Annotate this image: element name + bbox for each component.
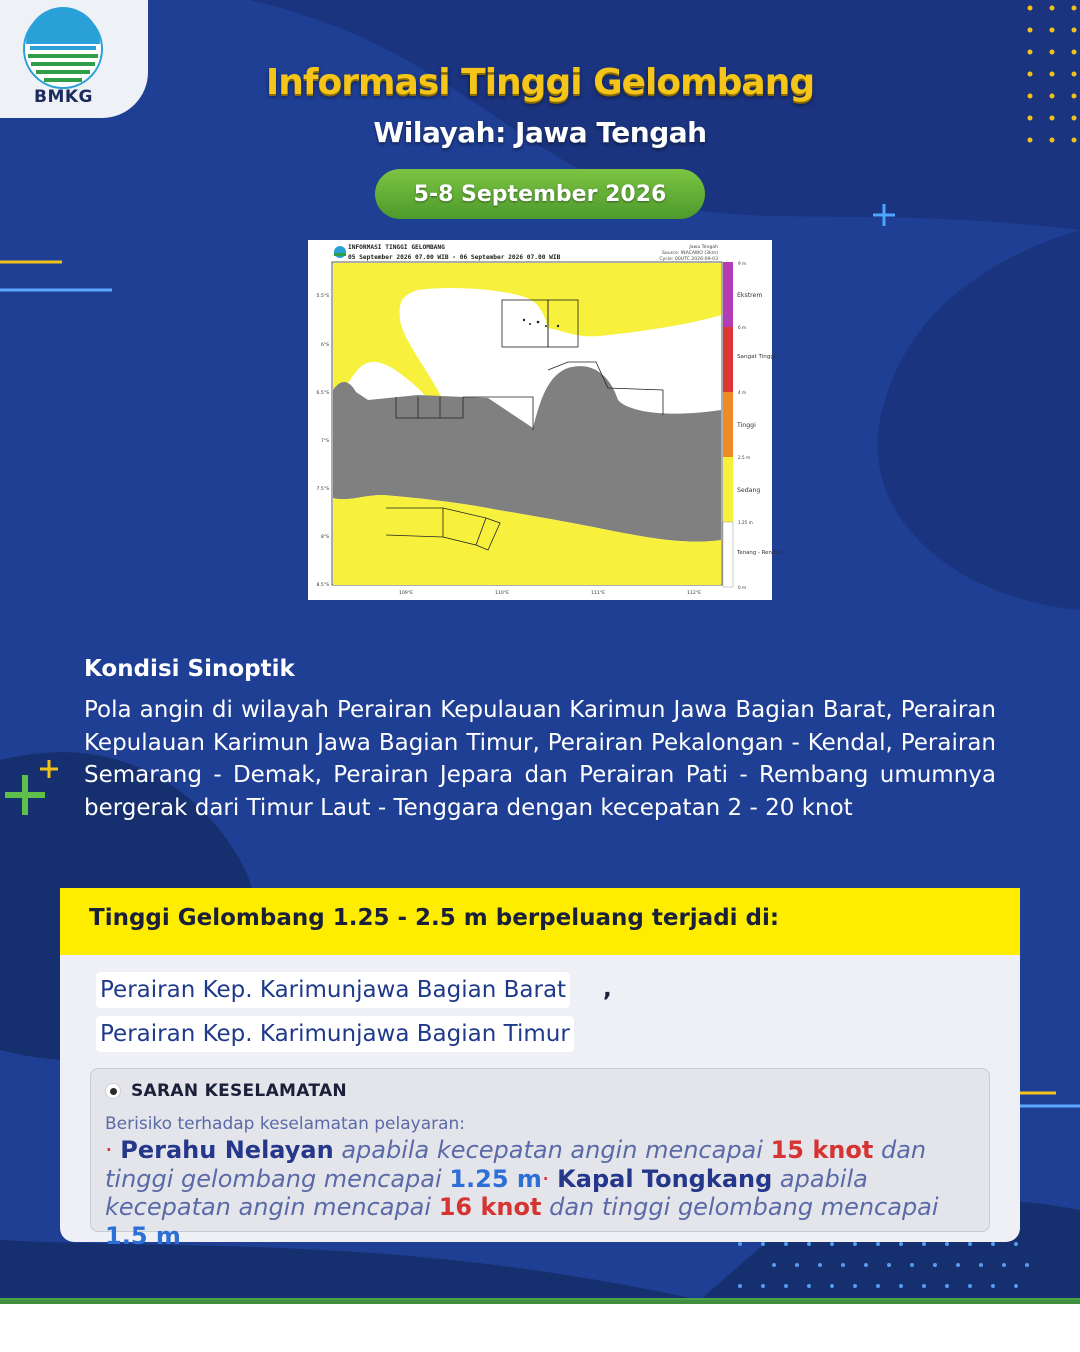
region-subtitle: Wilayah: Jawa Tengah [373, 116, 707, 149]
map-title: INFORMASI TINGGI GELOMBANG [348, 244, 445, 251]
map-source: Source: INACAWO (3km) [662, 251, 718, 256]
page-title: Informasi Tinggi Gelombang [265, 62, 815, 103]
bullet-icon: · [105, 1136, 113, 1164]
wave-map-figure [308, 240, 782, 600]
safety-header [105, 1081, 347, 1101]
legend-tick: 2.5 m [738, 455, 751, 460]
wind-threshold: 16 knot [438, 1193, 542, 1221]
vessel-name: Perahu Nelayan [120, 1136, 334, 1164]
legend-category: Sedang [737, 487, 761, 494]
bullet-icon: · [541, 1164, 550, 1193]
safety-text: apabila kecepatan angin mencapai [105, 1164, 868, 1221]
legend-category: Ekstrem [737, 292, 763, 299]
location-separator: , [603, 976, 612, 1002]
map-logo-icon [334, 246, 346, 258]
legend-tick: 0 m [738, 585, 747, 590]
map-plot [332, 262, 722, 585]
date-badge: 5-8 September 2026 [375, 169, 705, 219]
safety-text: dan tinggi gelombang mencapai [549, 1193, 939, 1221]
legend-category: Tinggi [737, 422, 756, 429]
map-cycle: Cycle: 00UTC 2026-09-03 [659, 257, 718, 262]
logo-text: BMKG [34, 87, 94, 107]
wave-threshold: 1.5 m [105, 1221, 181, 1250]
safety-title: SARAN KESELAMATAN [131, 1081, 347, 1101]
location-tag: Perairan Kep. Karimunjawa Bagian Timur [96, 1016, 574, 1052]
wave-threshold: 1.25 m [449, 1164, 542, 1193]
card-header [60, 888, 1020, 955]
lat-label: 6°S [320, 343, 329, 348]
safety-intro: Berisiko terhadap keselamatan pelayaran: [105, 1114, 466, 1134]
lon-label: 109°E [399, 591, 413, 596]
lat-label: 6.5°S [316, 391, 329, 396]
legend-category: Tenang - Rendah [737, 550, 782, 556]
lat-label: 5.5°S [316, 294, 329, 299]
map-period: 05 September 2026 07.00 WIB - 06 September 2026 07.00 WIB [348, 254, 561, 261]
map-region: Jawa Tengah [689, 245, 718, 250]
legend-tick: 6 m [738, 325, 747, 330]
lat-label: 7.5°S [316, 487, 329, 492]
safety-text: apabila kecepatan angin mencapai [341, 1136, 763, 1164]
safety-advice [90, 1068, 990, 1250]
vessel-name: Kapal Tongkang [557, 1164, 773, 1193]
synoptic-text: Pola angin di wilayah Perairan Kepulauan Karimun Jawa Bagian Barat, Perairan Kepulauan Karimun Jawa Bagian Timur, Perairan Pekalongan - Kendal, Perairan Semarang - Demak, Perairan Jepara dan Perairan Pati - Rembang umumnya bergerak dari Timur Laut - Tenggara dengan kecepatan 2 - 20 knot [84, 697, 996, 821]
legend-tick: 1.25 m [738, 520, 753, 525]
wave-info-card [60, 888, 1020, 1250]
lat-label: 8.5°S [316, 583, 329, 588]
legend-category: Sangat Tinggi [737, 354, 776, 360]
card-header-text: Tinggi Gelombang 1.25 - 2.5 m berpeluang terjadi di: [89, 905, 780, 931]
wave-map [308, 240, 782, 600]
wind-threshold: 15 knot [770, 1136, 874, 1164]
synoptic-title: Kondisi Sinoptik [84, 656, 295, 682]
safety-text: dan tinggi gelombang mencapai [105, 1136, 927, 1193]
lon-label: 110°E [495, 591, 509, 596]
lon-label: 111°E [591, 591, 605, 596]
legend-tick: 4 m [738, 390, 747, 395]
safety-body [105, 1136, 985, 1250]
lat-label: 7°S [320, 439, 329, 444]
safety-icon [105, 1083, 121, 1099]
lon-label: 112°E [687, 591, 701, 596]
lat-label: 8°S [320, 535, 329, 540]
bottom-stripe [0, 1300, 1080, 1304]
legend-tick: 9 m [738, 261, 747, 266]
location-tag: Perairan Kep. Karimunjawa Bagian Barat [96, 972, 570, 1008]
